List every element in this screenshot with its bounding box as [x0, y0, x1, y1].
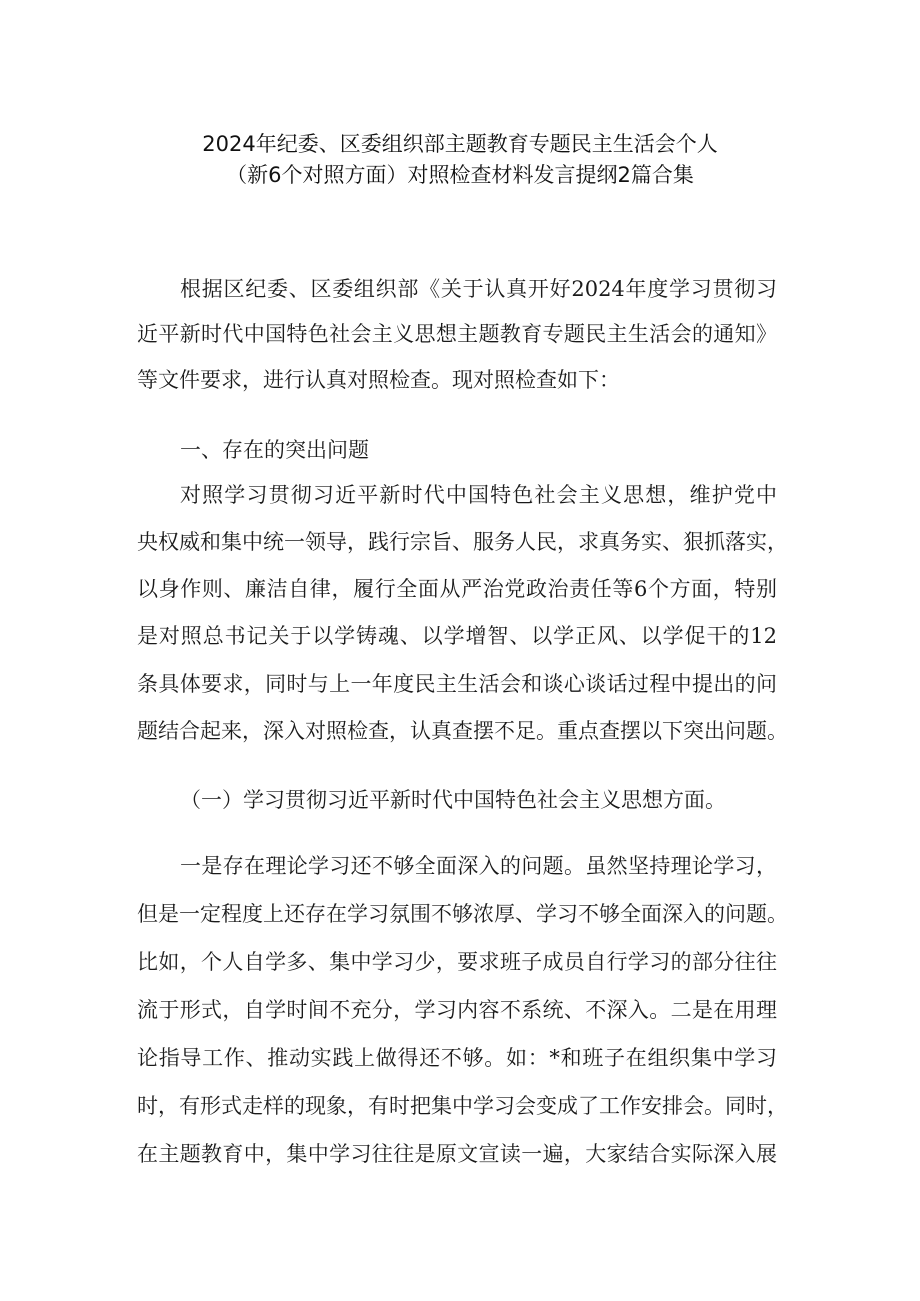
paragraph-line: 央权威和集中统一领导，践行宗旨、服务人民，求真务实、狠抓落实， — [137, 530, 788, 554]
paragraph-line: 以身作则、廉洁自律，履行全面从严治党政治责任等6个方面，特别 — [137, 577, 777, 601]
paragraph-line: 比如，个人自学多、集中学习少，要求班子成员自行学习的部分往往 — [137, 950, 777, 974]
paragraph-line: 一是存在理论学习还不够全面深入的问题。虽然坚持理论学习， — [180, 854, 777, 878]
section-heading: 一、存在的突出问题 — [180, 438, 369, 462]
paragraph-line: 题结合起来，深入对照检查，认真查摆不足。重点查摆以下突出问题。 — [137, 719, 788, 743]
paragraph-line: 等文件要求，进行认真对照检查。现对照检查如下： — [137, 368, 620, 392]
paragraph-line: 根据区纪委、区委组织部《关于认真开好2024年度学习贯彻习 — [180, 277, 777, 301]
paragraph-line: 时，有形式走样的现象，有时把集中学习会变成了工作安排会。同时， — [137, 1094, 788, 1118]
paragraph-line: 在主题教育中，集中学习往往是原文宣读一遍，大家结合实际深入展 — [137, 1142, 777, 1166]
paragraph-line: 流于形式，自学时间不充分，学习内容不系统、不深入。二是在用理 — [137, 998, 777, 1022]
paragraph-line: 条具体要求，同时与上一年度民主生活会和谈心谈话过程中提出的问 — [137, 672, 777, 696]
paragraph-line: 近平新时代中国特色社会主义思想主题教育专题民主生活会的通知》 — [137, 322, 777, 346]
document-title-line-2: （新6个对照方面）对照检查材料发言提纲2篇合集 — [226, 163, 694, 187]
paragraph-line: 论指导工作、推动实践上做得还不够。如：*和班子在组织集中学习 — [137, 1046, 777, 1070]
document-title-line-1: 2024年纪委、区委组织部主题教育专题民主生活会个人 — [202, 132, 718, 156]
paragraph-line: 是对照总书记关于以学铸魂、以学增智、以学正风、以学促干的12 — [137, 624, 777, 648]
subsection-heading: （一）学习贯彻习近平新时代中国特色社会主义思想方面。 — [180, 788, 726, 812]
paragraph-line: 对照学习贯彻习近平新时代中国特色社会主义思想，维护党中 — [180, 483, 777, 507]
paragraph-line: 但是一定程度上还存在学习氛围不够浓厚、学习不够全面深入的问题。 — [137, 902, 788, 926]
